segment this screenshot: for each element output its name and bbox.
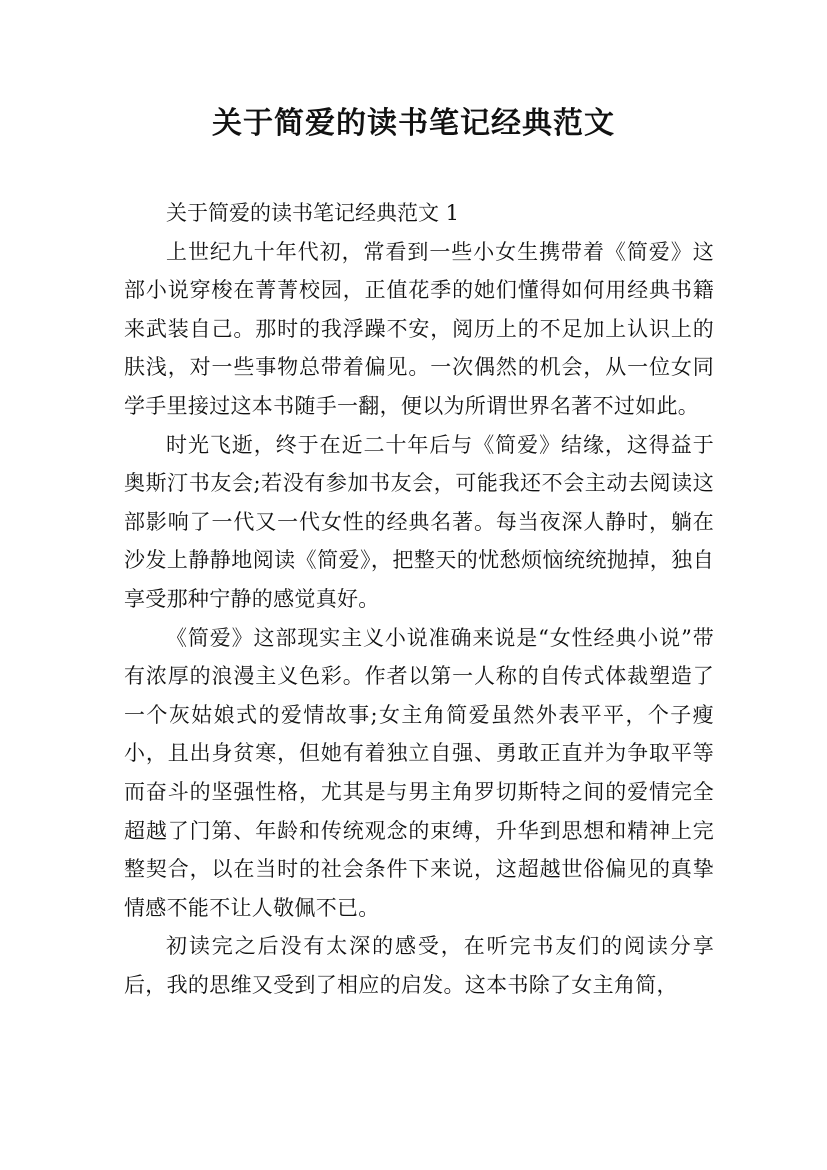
paragraph-1: 上世纪九十年代初，常看到一些小女生携带着《简爱》这部小说穿梭在菁菁校园，正值花季的她们懂得如何用经典书籍来武装自己。那时的我浮躁不安，阅历上的不足加上认识上的肤浅，对一些事物总带着偏见。一次偶然的机会，从一位女同学手里接过这本书随手一翻，便以为所谓世界名著不过如此。 — [124, 239, 714, 418]
section-heading: 关于简爱的读书笔记经典范文 1 — [166, 201, 460, 225]
paragraph-3: 《简爱》这部现实主义小说准确来说是“女性经典小说”带有浓厚的浪漫主义色彩。作者以第一人称的自传式体裁塑造了一个灰姑娘式的爱情故事;女主角简爱虽然外表平平，个子瘦小，且出身贫寒，但她有着独立自强、勇敢正直并为争取平等而奋斗的坚强性格，尤其是与男主角罗切斯特之间的爱情完全超越了门第、年龄和传统观念的束缚，升华到思想和精神上完整契合，以在当时的社会条件下来说，这超越世俗偏见的真挚情感不能不让人敬佩不已。 — [124, 625, 714, 920]
paragraph-4: 初读完之后没有太深的感受，在听完书友们的阅读分享后，我的思维又受到了相应的启发。这本书除了女主角简， — [124, 934, 714, 997]
document-title: 关于简爱的读书笔记经典范文 — [212, 106, 615, 141]
document-body — [124, 194, 714, 1004]
paragraph-2: 时光飞逝，终于在近二十年后与《简爱》结缘，这得益于奥斯汀书友会;若没有参加书友会，可能我还不会主动去阅读这部影响了一代又一代女性的经典名著。每当夜深人静时，躺在沙发上静静地阅读《简爱》，把整天的忧愁烦恼统统抛掉，独自享受那种宁静的感觉真好。 — [124, 432, 714, 611]
